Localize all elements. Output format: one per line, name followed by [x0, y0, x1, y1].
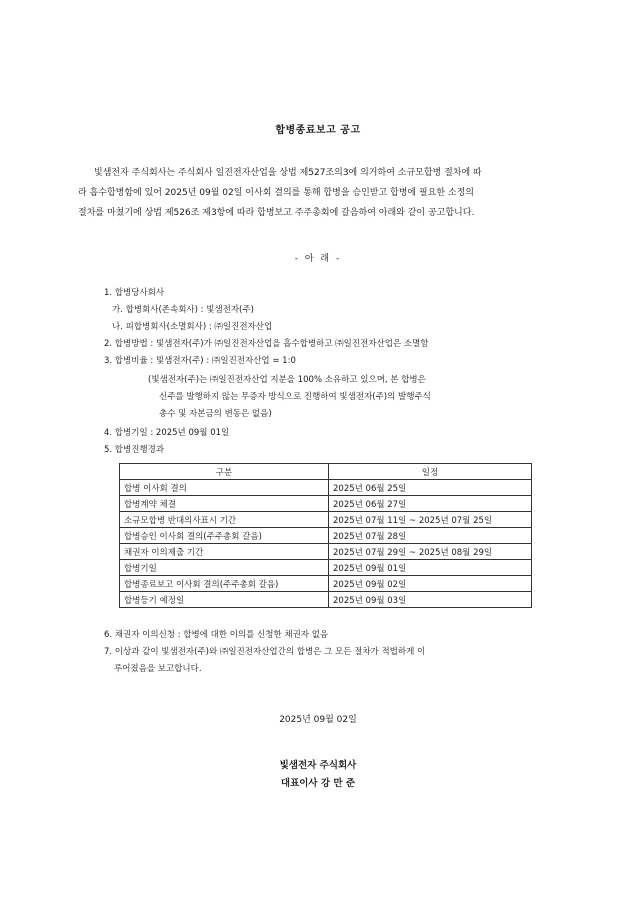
intro-line: 라 흡수합병함에 있어 2025년 09월 02일 이사회 결의를 통해 합병을 승인받고 합병에 필요한 소정의 [78, 188, 474, 198]
intro-paragraph [78, 163, 548, 223]
table-cell: 2025년 09월 03일 [329, 592, 532, 608]
table-row [120, 512, 532, 528]
company-name: 빛샘전자 주식회사 [279, 760, 357, 771]
ceo-name: 대표이사 강 만 준 [280, 778, 356, 789]
table-row [120, 592, 532, 608]
item-merger-method: 2. 합병방법 : 빛샘전자(주)가 ㈜일진전자산업을 흡수합병하고 ㈜일진전자산업은 소멸함 [104, 339, 429, 349]
item-conclusion: 7. 이상과 같이 빛샘전자(주)와 ㈜일진전자산업간의 합병은 그 모든 절차가 적법하게 이 [104, 647, 426, 657]
table-row [120, 480, 532, 496]
table-cell: 2025년 09월 01일 [329, 560, 532, 576]
table-cell: 2025년 09월 02일 [329, 576, 532, 592]
table-cell: 합병승인 이사회 결의(주주총회 갈음) [120, 528, 329, 544]
table-row [120, 544, 532, 560]
item-surviving-company: 가. 합병회사(존속회사) : 빛샘전자(주) [112, 305, 254, 315]
table-cell: 2025년 07월 11일 ~ 2025년 07월 25일 [329, 512, 532, 528]
item-dissolved-company: 나. 피합병회사(소멸회사) : ㈜일진전자산업 [112, 322, 273, 332]
table-cell: 합병종료보고 이사회 결의(주주총회 갈음) [120, 576, 329, 592]
item-conclusion: 루어졌음을 보고합니다. [114, 664, 202, 674]
table-cell: 2025년 06월 27일 [329, 496, 532, 512]
table-cell: 2025년 06월 25일 [329, 480, 532, 496]
table-cell: 합병등기 예정일 [120, 592, 329, 608]
page-title: 합병종료보고 공고 [275, 125, 361, 136]
table-cell: 합병기일 [120, 560, 329, 576]
table-row [120, 560, 532, 576]
table-cell: 소규모합병 반대의사표시 기간 [120, 512, 329, 528]
item-ratio-note: 총수 및 자본금의 변동은 없음) [159, 409, 272, 419]
table-cell: 채권자 이의제출 기간 [120, 544, 329, 560]
table-cell: 합병계약 체결 [120, 496, 329, 512]
table-cell: 2025년 07월 28일 [329, 528, 532, 544]
intro-line: 절차를 마쳤기에 상법 제526조 제3항에 따라 합병보고 주주총회에 갈음하여 아래와 같이 공고합니다. [78, 208, 475, 218]
item-ratio-note: 신주를 발행하지 않는 무증자 방식으로 진행하여 빛샘전자(주)의 발행주식 [159, 392, 431, 402]
item-merger-date: 4. 합병기일 : 2025년 09월 01일 [104, 428, 230, 438]
item-merger-ratio: 3. 합병비율 : 빛샘전자(주) : ㈜일진전자산업 = 1:0 [104, 356, 296, 366]
item-merging-parties: 1. 합병당사회사 [104, 288, 165, 298]
item-creditor-objection: 6. 채권자 이의신청 : 합병에 대한 이의를 신청한 채권자 없음 [104, 630, 329, 640]
item-ratio-note: (빛샘전자(주)는 ㈜일진전자산업 지분을 100% 소유하고 있으며, 본 합병은 [148, 375, 426, 385]
table-header-row [120, 464, 532, 480]
item-merger-progress: 5. 합병진행경과 [104, 445, 165, 455]
table-header-cell: 일정 [329, 464, 532, 480]
table-row [120, 496, 532, 512]
table-cell: 합병 이사회 결의 [120, 480, 329, 496]
section-heading: - 아 래 - [294, 254, 342, 264]
table-row [120, 576, 532, 592]
table-cell: 2025년 07월 29일 ~ 2025년 08월 29일 [329, 544, 532, 560]
table-header-cell: 구분 [120, 464, 329, 480]
table-row [120, 528, 532, 544]
notice-date: 2025년 09월 02일 [279, 715, 357, 725]
intro-line: 빛샘전자 주식회사는 주식회사 일진전자산업을 상법 제527조의3에 의거하여 소규모합병 절차에 따 [94, 168, 482, 178]
progress-table [119, 463, 532, 608]
